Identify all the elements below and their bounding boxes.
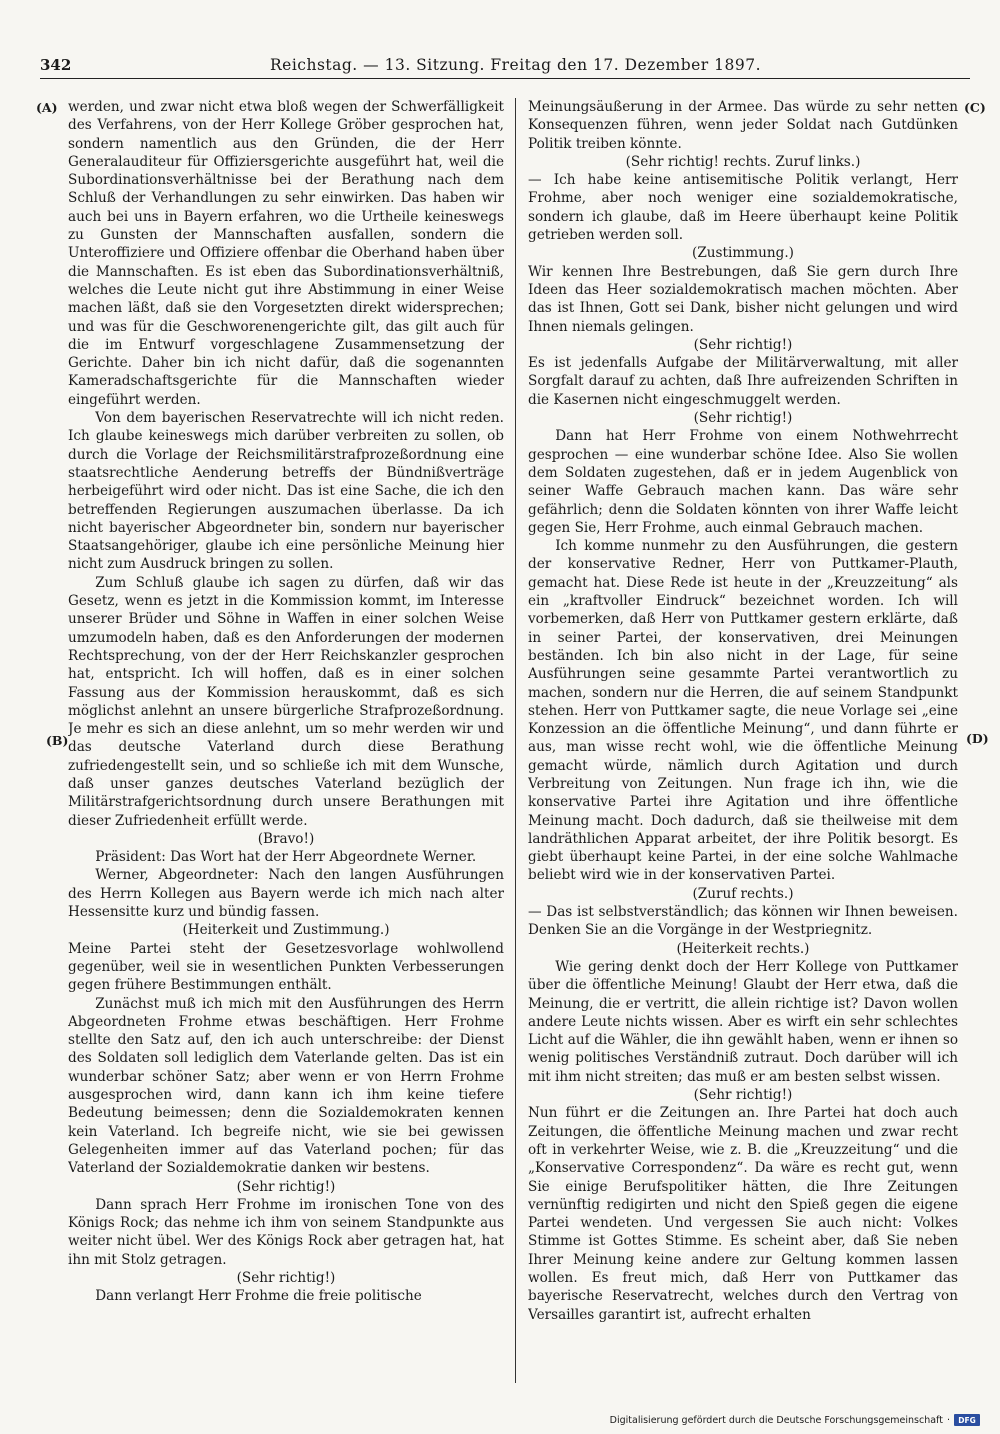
paragraph: — Ich habe keine antisemitische Politik verlangt, Herr Frohme, aber noch weniger eine sozialdemokratische, sondern ich glaube, daß im Heere überhaupt keine Politik getrieben werden soll. [528,172,958,244]
paragraph: Meine Partei steht der Gesetzesvorlage wohlwollend gegenüber, weil sie in wesentlichen Punkten Verbesserungen gegen frühere Bestimmungen enthält. [68,940,504,994]
paragraph: Zunächst muß ich mich mit den Ausführungen des Herrn Abgeordneten Frohme etwas beschäftigen. Herr Frohme stellte den Satz auf, den ich auch unterschreibe: der Dienst des Soldaten soll lediglich dem Vaterlande gelten. Das ist ein wunderbar schöner Satz; aber wenn er von Herrn Frohme ausgesprochen wird, dann kann ich ihm keine tiefere Bedeutung beimessen; denn die Sozialdemokraten kennen kein Vaterland. Ich begreife nicht, wie sie bei gewissen Gelegenheiten immer auf das Vaterland pochen; für das Vaterland der Sozialdemokratie danken wir bestens. [68,995,504,1177]
paragraph: werden, und zwar nicht etwa bloß wegen der Schwerfälligkeit des Verfahrens, von der Herr Kollege Gröber gesprochen hat, sondern namentlich aus den Gründen, die der Herr Generalauditeur für Offiziersgerichte ausgeführt hat, weil die Subordinationsverhältnisse bei der Berathung nach dem Schluß der Verhandlungen zu sehr einwirken. Das haben wir auch bei uns in Bayern erfahren, wo die Urtheile keineswegs zu Gunsten der Mannschaften ausfallen, sondern die Unteroffiziere und Offiziere offenbar die Oberhand haben über die Mannschaften. Es ist eben das Subordinationsverhältniß, welches die Leute nicht gut ihre Abstimmung in einer Weise machen läßt, daß sie den Vorgesetzten direkt widersprechen; und was für die Geschworenengerichte gilt, das gilt auch für die im Entwurf vorgeschlagene Zusammensetzung der Gerichte. Daher bin ich nicht dafür, daß die sogenannten Kameradschaftsgerichte für die Mannschaften wieder eingeführt werden. [68,99,504,408]
interjection: (Sehr richtig!) [236,1178,336,1195]
paragraph: Es ist jedenfalls Aufgabe der Militärverwaltung, mit aller Sorgfalt darauf zu achten, daß Ihre aufreizenden Schriften in die Kasernen nicht eingeschmuggelt werden. [528,355,958,408]
interjection: (Zuruf rechts.) [692,885,794,902]
footer-separator: · [946,1414,950,1426]
dfg-logo-icon [954,1414,980,1426]
paragraph: Nun führt er die Zeitungen an. Ihre Partei hat doch auch Zeitungen, die öffentliche Meinung machen und zwar recht oft in verkehrter Weise, wie z. B. die „Kreuzzeitung“ und die „Konservative Correspondenz“. Da wäre es recht gut, wenn Sie einige Berufspolitiker hätten, die Ihre Zeitungen vernünftig redigirten und nicht den Spieß gegen die eigene Partei wendeten. Und vergessen Sie auch nicht: Volkes Stimme ist Gottes Stimme. Es scheint aber, daß Sie neben Ihrer Meinung keine andere zur Geltung kommen lassen wollen. Es freut mich, daß Herr von Puttkamer das bayerische Reservatrecht, welches durch den Vertrag von Versailles garantirt ist, aufrecht erhalten [528,1105,958,1323]
footer-credit [610,1412,980,1428]
column-divider [515,98,516,1383]
margin-marker-b: (B) [46,733,69,748]
paragraph: Ich komme nunmehr zu den Ausführungen, die gestern der konservative Redner, Herr von Puttkamer-Plauth, gemacht hat. Diese Rede ist heute in der „Kreuzzeitung“ als ein „kraftvoller Eindruck“ bezeichnet worden. Ich will vorbemerken, daß Herr von Puttkamer gestern erklärte, daß in seiner Partei, der konservativen, drei Meinungen beständen. Ich bin also nicht in der Lage, für seine Ausführungen seine gesammte Partei verantwortlich zu machen, sondern nur die Herren, die auf seinem Standpunkt stehen. Herr von Puttkamer sagte, die neue Vorlage sei „eine Konzession an die öffentliche Meinung“, und dann führte er aus, man wisse recht wohl, wie die öffentliche Meinung gemacht würde, nämlich durch Agitation und durch Verbreitung von Zeitungen. Nun frage ich ihn, wie die konservative Partei ihre Agitation und ihre öffentliche Meinung macht. Doch dadurch, daß sie theilweise mit dem landräthlichen Apparat arbeitet, der ihre Politik besorgt. Es giebt überhaupt keine Partei, in der eine solche Wahlmache beliebt wird wie in der konservativen Partei. [528,538,958,884]
interjection: (Sehr richtig!) [693,336,793,353]
paragraph: Zum Schluß glaube ich sagen zu dürfen, daß wir das Gesetz, wenn es jetzt in die Kommission kommt, im Interesse unserer Brüder und Söhne in Waffen in einer solchen Weise umzumodeln haben, daß es den Anforderungen der modernen Rechtsprechung, von der der Herr Reichskanzler gesprochen hat, entspricht. Ich will hoffen, daß es in einer solchen Fassung aus der Kommission herauskommt, daß es sich möglichst anlehnt an unsere bürgerliche Strafprozeßordnung. Je mehr es sich an diese anlehnt, um so mehr werden wir und das deutsche Vaterland durch diese Berathung zufriedengestellt sein, und so schließe ich mit dem Wunsche, daß unser ganzes deutsches Vaterland bezüglich der Militärstrafgerichtsordnung durch unsere Berathungen mit dieser Zufriedenheit erfüllt werde. [68,574,504,829]
interjection: (Sehr richtig!) [693,1087,793,1104]
paragraph: Von dem bayerischen Reservatrechte will ich nicht reden. Ich glaube keineswegs mich darüber verbreiten zu sollen, ob durch die Vorlage der Reichsmilitärstrafprozeßordnung eine staatsrechtliche Aenderung betreffs der Bündnißverträge herbeigeführt wird oder nicht. Das ist eine Sache, die ich den betreffenden Regierungen auszumachen überlasse. Da ich nicht bayerischer Abgeordneter bin, sondern nur bayerischer Staatsangehöriger, glaube ich eine persönliche Meinung hier nicht zum Ausdruck bringen zu sollen. [68,410,504,573]
paragraph: Wie gering denkt doch der Herr Kollege von Puttkamer über die öffentliche Meinung! Glaubt der Herr etwa, daß die Meinung, die er vertritt, die allein richtige ist? Davon wollen andere Leute nichts wissen. Aber es wirft ein sehr schlechtes Licht auf die Wähler, die ihn gewählt haben, wenn er ihnen so wenig politisches Verständniß zutraut. Doch darüber will ich mit ihm nicht streiten; das muß er am besten selbst wissen. [528,958,958,1085]
paragraph: Dann sprach Herr Frohme im ironischen Tone von des Königs Rock; das nehme ich ihm von seinem Standpunkte aus weiter nicht übel. Wer des Königs Rock aber getragen hat, hat ihn mit Stolz getragen. [68,1196,504,1268]
paragraph: — Das ist selbstverständlich; das können wir Ihnen beweisen. Denken Sie an die Vorgänge in der Westpriegnitz. [528,904,958,939]
running-title: Reichstag. — 13. Sitzung. Freitag den 17. Dezember 1897. [270,56,762,74]
paragraph: Wir kennen Ihre Bestrebungen, daß Sie gern durch Ihre Ideen das Heer sozialdemokratisch machen möchten. Aber das ist Ihnen, Gott sei Dank, bisher nicht gelungen und wird Ihnen niemals gelingen. [528,263,958,335]
margin-marker-d: (D) [966,731,989,746]
interjection: (Sehr richtig!) [236,1270,336,1286]
paragraph: Meinungsäußerung in der Armee. Das würde zu sehr netten Konsequenzen führen, wenn jeder Soldat nach Gutdünken Politik treiben könnte. [528,99,958,152]
interjection: (Sehr richtig!) [693,410,793,427]
dfg-logo-text: DFG [958,1415,976,1425]
margin-marker-a: (A) [36,100,58,115]
right-column [528,98,958,1383]
margin-marker-c: (C) [964,100,986,115]
interjection: (Heiterkeit und Zustimmung.) [182,922,390,939]
interjection: (Sehr richtig! rechts. Zuruf links.) [625,153,861,170]
page-number: 342 [40,56,72,74]
speaker-line: Präsident: Das Wort hat der Herr Abgeordnete Werner. [95,849,477,866]
interjection: (Bravo!) [257,830,315,847]
paragraph: Dann verlangt Herr Frohme die freie politische [95,1288,422,1305]
paragraph: Dann hat Herr Frohme von einem Nothwehrrecht gesprochen — eine wunderbar schöne Idee. Also Sie wollen dem Soldaten zugestehen, daß er in jedem Augenblick von seiner Waffe Gebrauch machen kann. Das wäre sehr gefährlich; denn die Soldaten könnten von ihrer Waffe leicht gegen Sie, Herr Frohme, auch einmal Gebrauch machen. [528,428,958,536]
interjection: (Heiterkeit rechts.) [676,940,810,957]
speaker-line: Werner, Abgeordneter: Nach den langen Ausführungen des Herrn Kollegen aus Bayern werde ich mich nach alter Hessensitte kurz und bündig fassen. [68,867,504,921]
left-column [68,98,504,1383]
interjection: (Zustimmung.) [692,245,794,262]
footer-text: Digitalisierung gefördert durch die Deutsche Forschungsgemeinschaft [609,1414,943,1426]
page-header [40,56,970,79]
